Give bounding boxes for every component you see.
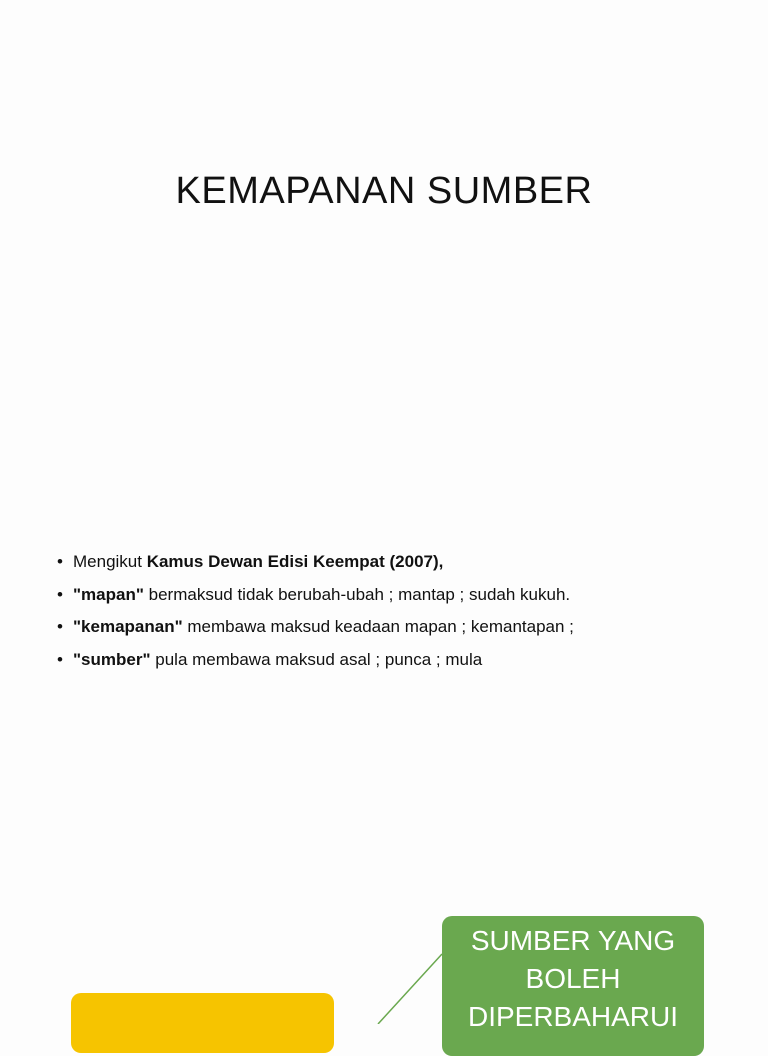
diagram-node-renewable [442,916,704,1056]
connector-line [378,954,442,1024]
term-sumber: "sumber" [73,649,151,669]
list-item [57,611,574,644]
bullet-text: "sumber" pula membawa maksud asal ; punca ; mula [73,649,483,669]
list-item [57,579,574,612]
term-mapan: "mapan" [73,584,144,604]
bullet-icon: • [57,649,63,669]
node-label-line2: BOLEH [525,963,621,994]
list-item [57,644,574,677]
diagram-node-main [71,993,334,1053]
bullet-text: "kemapanan" membawa maksud keadaan mapan ; kemantapan ; [73,617,574,636]
bullet-text: "mapan" bermaksud tidak berubah-ubah ; mantap ; sudah kukuh. [73,584,571,604]
node-label-line3: DIPERBAHARUI [467,1001,679,1032]
definition-list [57,546,574,676]
bullet-text: Mengikut Kamus Dewan Edisi Keempat (2007), [73,552,444,571]
slide-title: KEMAPANAN SUMBER [175,170,593,212]
term-kemapanan: "kemapanan" [73,617,183,636]
node-label-line1: SUMBER YANG [470,925,676,956]
bullet-icon: • [57,584,63,604]
source-reference: Kamus Dewan Edisi Keempat (2007), [146,552,444,571]
bullet-icon: • [57,617,63,636]
list-item [57,546,574,579]
bullet-icon: • [57,552,63,571]
